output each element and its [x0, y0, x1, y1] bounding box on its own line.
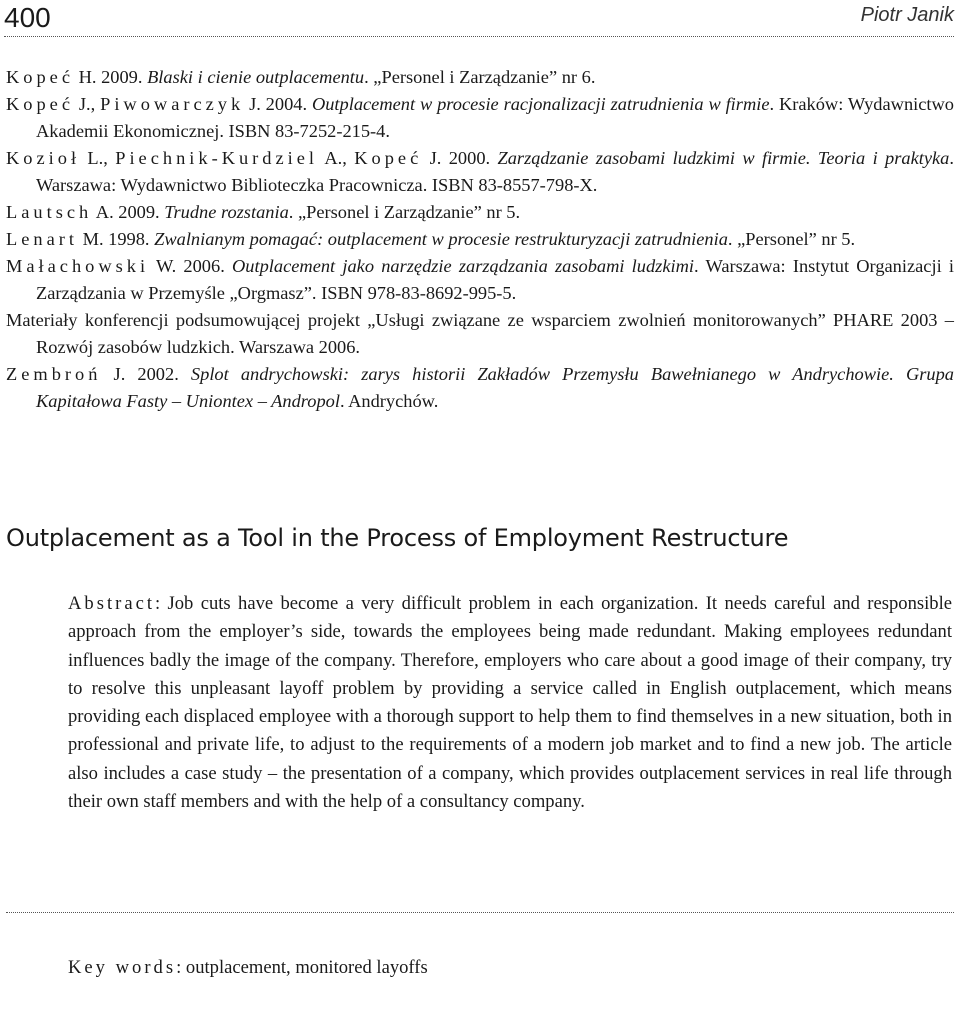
running-head-author: Piotr Janik	[860, 4, 954, 26]
reference-entry: Lautsch A. 2009. Trudne rozstania. „Personel i Zarządzanie” nr 5.	[6, 202, 521, 222]
abstract-text: : Job cuts have become a very difficult problem in each organization. It needs careful and responsible approach from the employer’s side, towards the employees being made redundant. Making employees redundant influences badly the image of the company. Therefore, employers who care about a good image of their company, try to resolve this unpleasant layoff problem by providing a service called in English outplacement, which means providing each displaced employee with a thorough support to help them to find themselves in a new situation, both in professional and private life, to adjust to the requirements of a modern job market and to find a new job. The article also includes a case study – the presentation of a company, which provides outplacement services in real life through their own staff members and with the help of a consultancy company.	[68, 593, 952, 813]
page-header	[4, 0, 954, 38]
reference-entry: Zembroń J. 2002. Splot andrychowski: zarys historii Zakładów Przemysłu Bawełnianego w Andrychowie. Grupa Kapitałowa Fasty – Uniontex – Andropol. Andrychów.	[6, 364, 955, 411]
reference-entry: Kopeć J., Piwowarczyk J. 2004. Outplacement w procesie racjonalizacji zatrudnienia w firmie. Kraków: Wydawnictwo Akademii Ekonomicznej. ISBN 83-7252-215-4.	[6, 94, 954, 141]
reference-entry: Kopeć H. 2009. Blaski i cienie outplacementu. „Personel i Zarządzanie” nr 6.	[6, 67, 596, 87]
abstract-label: Abstract	[68, 593, 155, 614]
reference-entry: Kozioł L., Piechnik-Kurdziel A., Kopeć J. 2000. Zarządzanie zasobami ludzkimi w firmie. Teoria i praktyka. Warszawa: Wydawnictwo Biblioteczka Pracownicza. ISBN 83-8557-798-X.	[6, 148, 954, 195]
keywords-line	[68, 954, 428, 982]
abstract-section-title: Outplacement as a Tool in the Process of Employment Restructure	[6, 524, 789, 552]
keywords-label: Key words	[68, 957, 177, 978]
header-dotted-rule	[4, 36, 954, 37]
keywords-text: : outplacement, monitored layoffs	[176, 957, 428, 978]
reference-entry: Materiały konferencji podsumowującej projekt „Usługi związane ze wsparciem zwolnień monitorowanych” PHARE 2003 – Rozwój zasobów ludzkich. Warszawa 2006.	[6, 310, 954, 357]
reference-entry: Lenart M. 1998. Zwalnianym pomagać: outplacement w procesie restrukturyzacji zatrudnienia. „Personel” nr 5.	[6, 229, 856, 249]
page-number: 400	[4, 2, 51, 33]
reference-entry: Małachowski W. 2006. Outplacement jako narzędzie zarządzania zasobami ludzkimi. Warszawa: Instytut Organizacji i Zarządzania w Przemyśle „Orgmasz”. ISBN 978-83-8692-995-5.	[6, 256, 954, 303]
abstract-dotted-rule	[6, 912, 954, 913]
abstract-paragraph	[68, 590, 952, 816]
bibliography	[6, 64, 954, 415]
